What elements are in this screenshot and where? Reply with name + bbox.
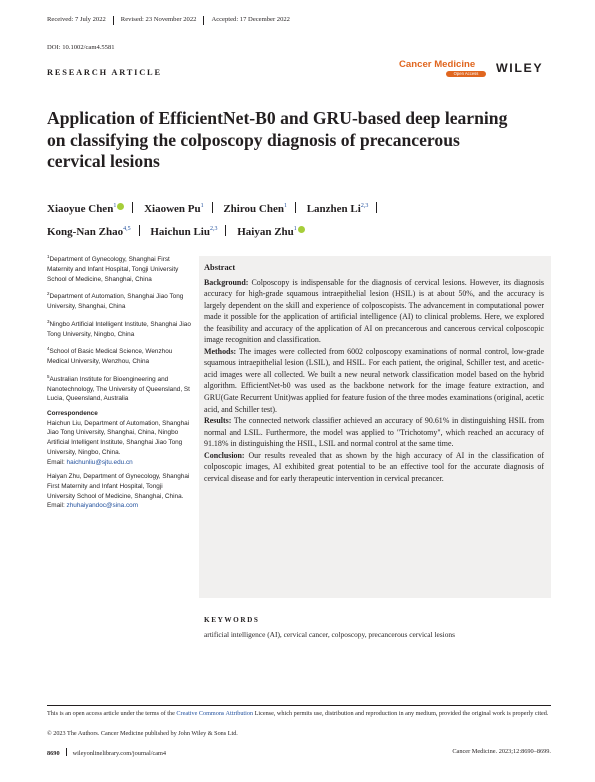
abstract-background: Background: Colposcopy is indispensable for the diagnosis of cervical lesions. However, its diagnosis accuracy for high-grade squamous intraepithelial lesion (HSIL) is at about 50%, and the accuracy is largely dependent on the skill and experience of colposcopists. The advancement in computational power made it possible for the application of artificial intelligence (AI) to clinical problems. Here, we explored the feasibility and accuracy of the application of AI on precancerous and cancerous cervical colposcopic image recognition and classification. <box>204 277 545 345</box>
keywords <box>204 616 544 639</box>
author-separator <box>376 202 377 213</box>
email-link[interactable]: haichunliu@sjtu.edu.cn <box>66 458 133 466</box>
author[interactable]: Kong-Nan Zhao$^{4,5}$ <box>47 226 131 238</box>
author[interactable]: Haiyan Zhu$^1$ <box>237 226 305 238</box>
journal-logo[interactable]: Cancer Medicine <box>399 59 476 70</box>
author-separator <box>139 225 140 236</box>
abstract-conclusion: Conclusion: Our results revealed that as shown by the high accuracy of AI in the classification of colposcopic images, AI exhibited great potential to be an effective tool for the accurate diagnosis of cervical disease and for early therapeutic intervention in cervical precancer. <box>204 450 545 483</box>
author-list <box>47 196 467 242</box>
footer-divider <box>47 705 551 706</box>
author[interactable]: Lanzhen Li$^{2,3}$ <box>306 203 369 215</box>
revised-date: Revised: 23 November 2022 <box>120 16 197 23</box>
author[interactable]: Zhirou Chen$^1$ <box>223 203 287 215</box>
abstract-results: Results: The connected network classifier achieved an accuracy of 90.61% in distinguishing HSIL from normal and LSIL. Furthermore, the model was applied to "Trichotomy", which reached an accuracy of 91.18% in distinguishing the HSIL, LSIL and normal control at the same time. <box>204 416 544 449</box>
article-title: Application of EfficientNet-B0 and GRU-based deep learning on classifying the colposcopy diagnosis of precancerous cervical lesions <box>47 108 508 171</box>
page-footer <box>47 748 551 757</box>
abstract-methods: Methods: The images were collected from 6002 colposcopy examinations of normal control, low-grade squamous intraepithelial lesion (LSIL), and HSIL. For each patient, the original, Schiller test, and acetic-acid images were all collected. We built a new neural network classification model based on the hybrid algorithm. EfficientNet-b0 was used as the backbone network for the image feature extraction, and GRU(Gate Recurrent Unit)was applied for feature fusion of the three modes examinations (original, acetic acid, and Schiller test). <box>204 346 544 414</box>
email-link[interactable]: zhuhaiyandoc@sina.com <box>66 502 139 510</box>
orcid-icon[interactable] <box>298 226 305 233</box>
article-type: RESEARCH ARTICLE <box>47 68 162 77</box>
citation: Cancer Medicine. 2023;12:8690–8699. <box>452 748 551 755</box>
footer-separator <box>66 748 67 756</box>
author[interactable]: Haichun Liu$^{2,3}$ <box>150 226 218 238</box>
affiliation: $^2$Department of Automation, Shanghai Jiao Tong University, Shanghai, China <box>47 291 184 311</box>
keywords-list: artificial intelligence (AI), cervical cancer, colposcopy, precancerous cervical lesions <box>204 630 455 639</box>
author[interactable]: Xiaowen Pu$^1$ <box>144 203 204 215</box>
author-separator <box>212 202 213 213</box>
abstract <box>204 262 544 484</box>
author-separator <box>225 225 226 236</box>
doi[interactable]: DOI: 10.1002/cam4.5581 <box>47 44 115 51</box>
keywords-heading: KEYWORDS <box>204 616 260 624</box>
article-dates <box>47 16 290 25</box>
publisher-logo[interactable]: WILEY <box>496 61 544 75</box>
accepted-date: Accepted: 17 December 2022 <box>211 16 290 23</box>
copyright: © 2023 The Authors. Cancer Medicine published by John Wiley & Sons Ltd. <box>47 730 238 737</box>
date-separator <box>203 16 204 25</box>
open-access-badge: Open Access <box>446 71 486 77</box>
journal-url[interactable]: wileyonlinelibrary.com/journal/cam4 <box>72 750 167 757</box>
affiliation: $^3$Ningbo Artificial Intelligent Institute, Shanghai Jiao Tong University, Ningbo, China <box>47 318 191 338</box>
orcid-icon[interactable] <box>117 203 124 210</box>
author-separator <box>295 202 296 213</box>
license-note: This is an open access article under the terms of the Creative Commons Attribution License, which permits use, distribution and reproduction in any medium, provided the original work is properly cited. <box>47 710 549 717</box>
correspondence-entry: Haiyan Zhu, Department of Gynecology, Shanghai First Maternity and Infant Hospital, Tongji University School of Medicine, Shanghai, China. Email: zhuhaiyandoc@sina.com <box>47 473 190 510</box>
author-separator <box>132 202 133 213</box>
correspondence-entry: Haichun Liu, Department of Automation, Shanghai Jiao Tong University, Shanghai, China, Ningbo Artificial Intelligent Institute, Shanghai Jiao Tong University, Ningbo, China. Email: haichunliu@sjtu.edu.cn <box>47 419 190 466</box>
license-link[interactable]: Creative Commons Attribution <box>176 710 254 717</box>
date-separator <box>113 16 114 25</box>
page-number: 8690 <box>47 750 60 757</box>
affiliation: $^1$Department of Gynecology, Shanghai First Maternity and Infant Hospital, Tongji University School of Medicine, Shanghai, China <box>47 254 179 283</box>
correspondence-heading: Correspondence <box>47 410 98 418</box>
received-date: Received: 7 July 2022 <box>47 16 106 23</box>
abstract-heading: Abstract <box>204 263 236 272</box>
affiliations-sidebar <box>47 252 192 516</box>
author[interactable]: Xiaoyue Chen$^1$ <box>47 203 124 215</box>
affiliation: $^5$Australian Institute for Bioengineering and Nanotechnology, The University of Queensland, St Lucia, Queensland, Australia <box>47 373 190 403</box>
affiliation: $^4$School of Basic Medical Science, Wenzhou Medical University, Wenzhou, China <box>47 346 173 366</box>
